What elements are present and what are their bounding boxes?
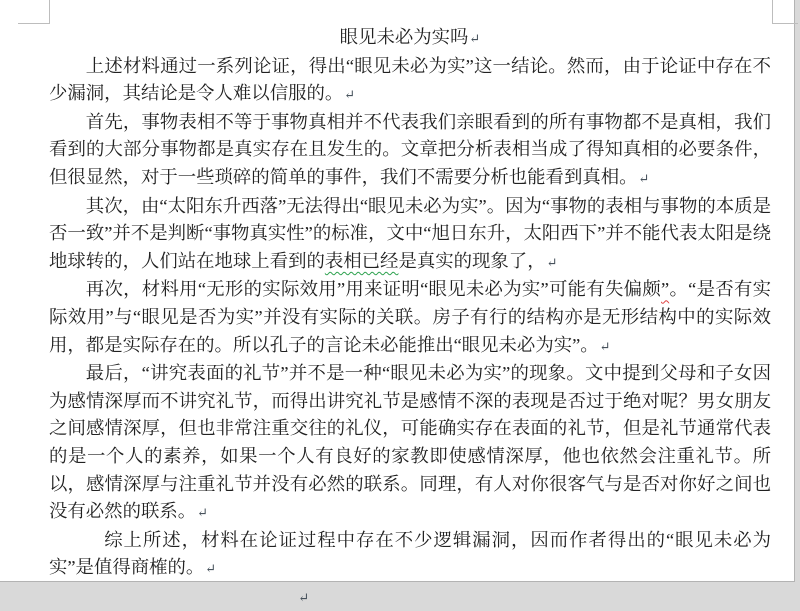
paragraph[interactable]: [49, 53, 771, 109]
paragraph-text: 是真实的现象了，: [398, 250, 546, 271]
paragraph-mark: ↵: [546, 254, 558, 270]
paragraph-text: 首先，事物表相不等于事物真相并不代表我们亲眼看到的所有事物都不是真相，我们看到的大部分事物都是真实存在且发生的。文章把分析表相当成了得知真相的必要条件，但很显然，对于一些琐碎的简单的事件，我们不需要分析也能看到真相。: [49, 111, 771, 187]
paragraph-mark: ↵: [638, 170, 650, 186]
paragraph-text: 综上所述，材料在论证过程中存在不少逻辑漏洞，因而作者得出的“眼见未必为实”是值得商榷的。: [49, 529, 771, 578]
paragraph-mark: ↵: [599, 338, 611, 354]
document-title[interactable]: [49, 24, 771, 53]
paragraph-text: 其次，由“太阳东升西落”无法得出“眼见未必为实”。因为“事物的表相与事物的本质是否一致”并不是判断“事物真实性”的标准，文中“旭日东升，太阳西下”并不能代表太阳是绕地球转的，人们站在地球上看到的: [49, 195, 771, 271]
paragraph-text: 上述材料通过一系列论证，得出“眼见未必为实”这一结论。然而，由于论证中存在不少漏洞，其结论是令人难以信服的。: [49, 55, 771, 104]
paragraph-mark: ↵: [298, 589, 310, 605]
spellcheck-underlined-text: 表相已经: [324, 250, 399, 271]
document-content: [49, 24, 771, 611]
paragraph-mark: ↵: [197, 505, 209, 521]
spellcheck-underlined-text: ”: [661, 279, 670, 300]
paragraph[interactable]: [49, 193, 771, 277]
paragraph-text: 。“是否有实际效用”与“眼见是否为实”并没有实际的关联。房子有行的结构亦是无形结构中的实际效用，都是实际存在的。所以孔子的言论未必能推出“眼见未必为实”。: [49, 279, 771, 355]
document-title-text: 眼见未必为实吗: [339, 27, 469, 47]
paragraph-text: 再次，材料用“无形的实际效用”用来证明“眼见未必为实”可能有失偏颇: [85, 279, 662, 300]
paragraph-mark: ↵: [469, 31, 481, 46]
paragraph-text: 最后，“讲究表面的礼节”并不是一种“眼见未必为实”的现象。文中提到父母和子女因为感情深厚而不讲究礼节，而得出讲究礼节是感情不深的表现是否过于绝对呢？男女朋友之间感情深厚，但也非常注重交往的礼仪，可能确实存在表面的礼节，但是礼节通常代表的是一个人的素养，如果一个人有良好的家教即使感情深厚，他也依然会注重礼节。所以，感情深厚与注重礼节并没有必然的联系。同理，有人对你很客气与是否对你好之间也没有必然的联系。: [49, 363, 771, 522]
paragraph[interactable]: [49, 527, 771, 583]
paragraph[interactable]: [49, 276, 771, 360]
paragraph-container: [49, 53, 771, 611]
paragraph[interactable]: [49, 360, 771, 527]
paragraph[interactable]: [49, 583, 771, 611]
text-boundary-mark-top-right: [772, 0, 798, 24]
paragraph-mark: ↵: [205, 561, 217, 577]
paragraph[interactable]: [49, 109, 771, 193]
text-boundary-mark-top-left: [18, 0, 50, 24]
paragraph-mark: ↵: [344, 87, 356, 103]
